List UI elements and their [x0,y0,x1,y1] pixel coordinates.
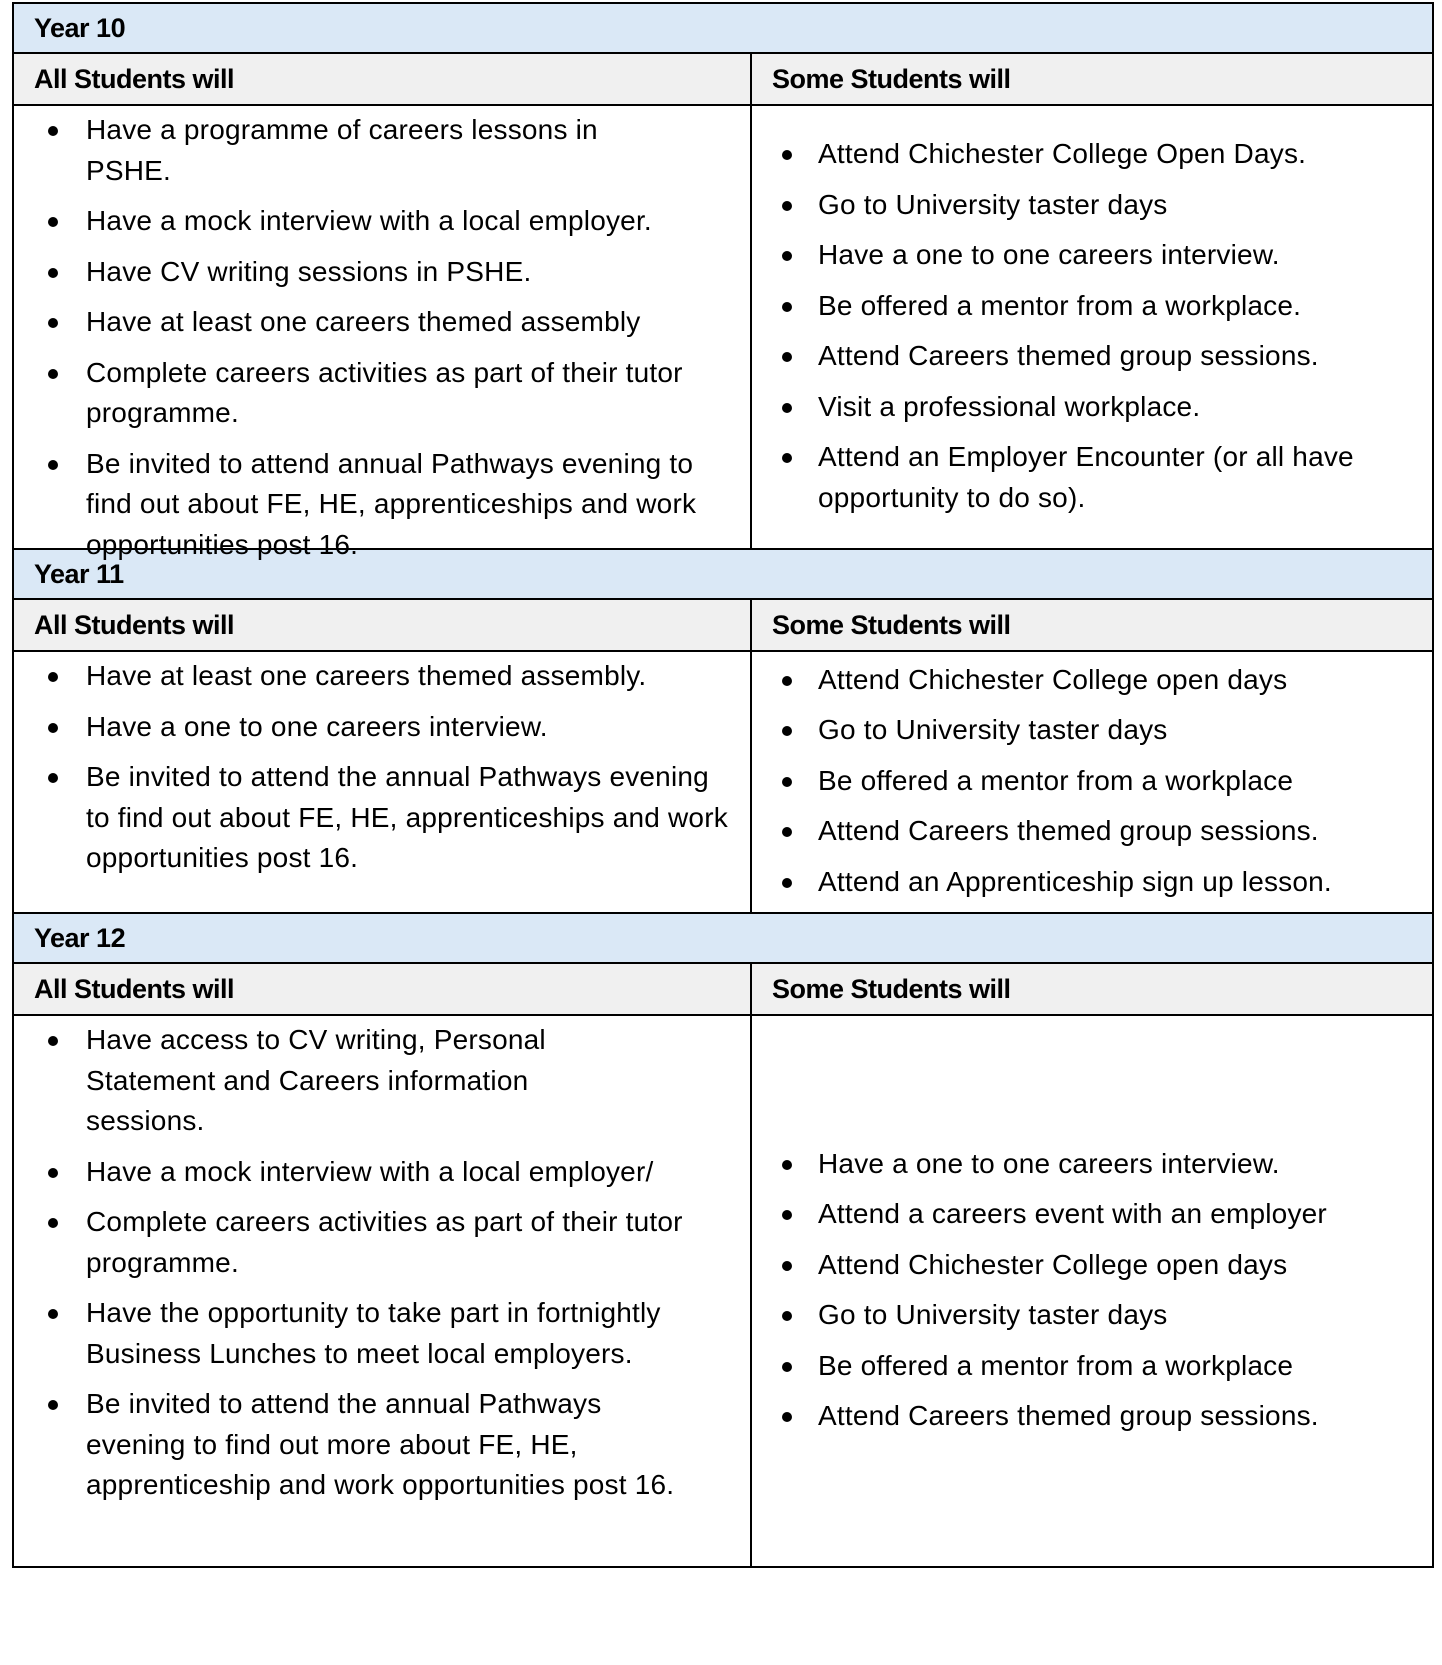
list-item: Have CV writing sessions in PSHE. [14,252,740,293]
bullet-icon [48,460,58,470]
year-body [14,106,1432,560]
year-header: Year 12 [14,914,1432,964]
bullet-icon [48,672,58,682]
bullet-icon [782,352,792,362]
bullet-icon [48,1218,58,1228]
list-item: Be offered a mentor from a workplace [752,761,1422,802]
list-item: Attend Careers themed group sessions. [752,336,1422,377]
all-students-list [14,106,752,560]
list-item: Attend Careers themed group sessions. [752,811,1422,852]
bullet-icon [48,1168,58,1178]
list-item: Attend Chichester College Open Days. [752,134,1422,175]
bullet-icon [782,403,792,413]
bullet-icon [48,723,58,733]
bullet-icon [782,1160,792,1170]
list-item: Be offered a mentor from a workplace [752,1346,1422,1387]
year-header: Year 11 [14,550,1432,600]
bullet-icon [782,726,792,736]
bullet-icon [782,1261,792,1271]
list-item: Be offered a mentor from a workplace. [752,286,1422,327]
list-item: Have a one to one careers interview. [752,1144,1422,1185]
list-item: Have a programme of careers lessons in PSHE. [14,110,740,191]
bullet-icon [48,1309,58,1319]
bullet-icon [782,878,792,888]
bullet-icon [782,453,792,463]
list-item: Attend Chichester College open days [752,1245,1422,1286]
list-item: Attend a careers event with an employer [752,1194,1422,1235]
bullet-icon [48,369,58,379]
bullet-icon [782,777,792,787]
bullet-icon [48,1036,58,1046]
bullet-icon [782,1311,792,1321]
all-students-header: All Students will [14,54,752,104]
year-header: Year 10 [14,4,1432,54]
list-item: Attend Chichester College open days [752,660,1422,701]
all-students-header: All Students will [14,600,752,650]
list-item: Have the opportunity to take part in fortnightly Business Lunches to meet local employers. [14,1293,740,1374]
bullet-icon [782,1210,792,1220]
bullet-icon [782,251,792,261]
list-item: Visit a professional workplace. [752,387,1422,428]
list-item: Have at least one careers themed assembly. [14,656,740,697]
some-students-header: Some Students will [772,609,1011,640]
year-body [14,652,1432,914]
some-students-header: Some Students will [772,63,1011,94]
column-headers [14,964,1432,1016]
list-item: Have a one to one careers interview. [14,707,740,748]
list-item: Be invited to attend the annual Pathways evening to find out more about FE, HE, apprenticeship and work opportunities post 16. [14,1384,740,1506]
bullet-icon [782,150,792,160]
bullet-icon [782,827,792,837]
list-item: Complete careers activities as part of their tutor programme. [14,1202,740,1283]
bullet-icon [782,676,792,686]
list-item: Go to University taster days [752,185,1422,226]
bullet-icon [48,1400,58,1410]
some-students-list [752,652,1432,912]
bullet-icon [48,268,58,278]
bullet-icon [782,1362,792,1372]
list-item: Have access to CV writing, Personal Statement and Careers information sessions. [14,1020,740,1142]
year-body [14,1016,1432,1566]
bullet-icon [48,217,58,227]
list-item: Have at least one careers themed assembly [14,302,740,343]
column-headers [14,54,1432,106]
bullet-icon [782,302,792,312]
all-students-list [14,652,752,912]
bullet-icon [48,126,58,136]
list-item: Have a one to one careers interview. [752,235,1422,276]
all-students-list [14,1016,752,1566]
all-students-header: All Students will [14,964,752,1014]
list-item: Be invited to attend the annual Pathways evening to find out about FE, HE, apprenticeships and work opportunities post 16. [14,757,740,879]
list-item: Complete careers activities as part of their tutor programme. [14,353,740,434]
some-students-header: Some Students will [772,973,1011,1004]
list-item: Attend Careers themed group sessions. [752,1396,1422,1437]
bullet-icon [782,1412,792,1422]
some-students-list [752,1016,1432,1566]
list-item: Attend an Apprenticeship sign up lesson. [752,862,1422,903]
list-item: Attend an Employer Encounter (or all have opportunity to do so). [752,437,1422,518]
some-students-list [752,106,1432,548]
list-item: Have a mock interview with a local employer/ [14,1152,740,1193]
list-item: Be invited to attend annual Pathways evening to find out about FE, HE, apprenticeships and work opportunities post 16. [14,444,740,566]
list-item: Go to University taster days [752,710,1422,751]
list-item: Have a mock interview with a local employer. [14,201,740,242]
bullet-icon [48,318,58,328]
careers-table [12,2,1434,1568]
column-headers [14,600,1432,652]
list-item: Go to University taster days [752,1295,1422,1336]
bullet-icon [48,773,58,783]
bullet-icon [782,201,792,211]
